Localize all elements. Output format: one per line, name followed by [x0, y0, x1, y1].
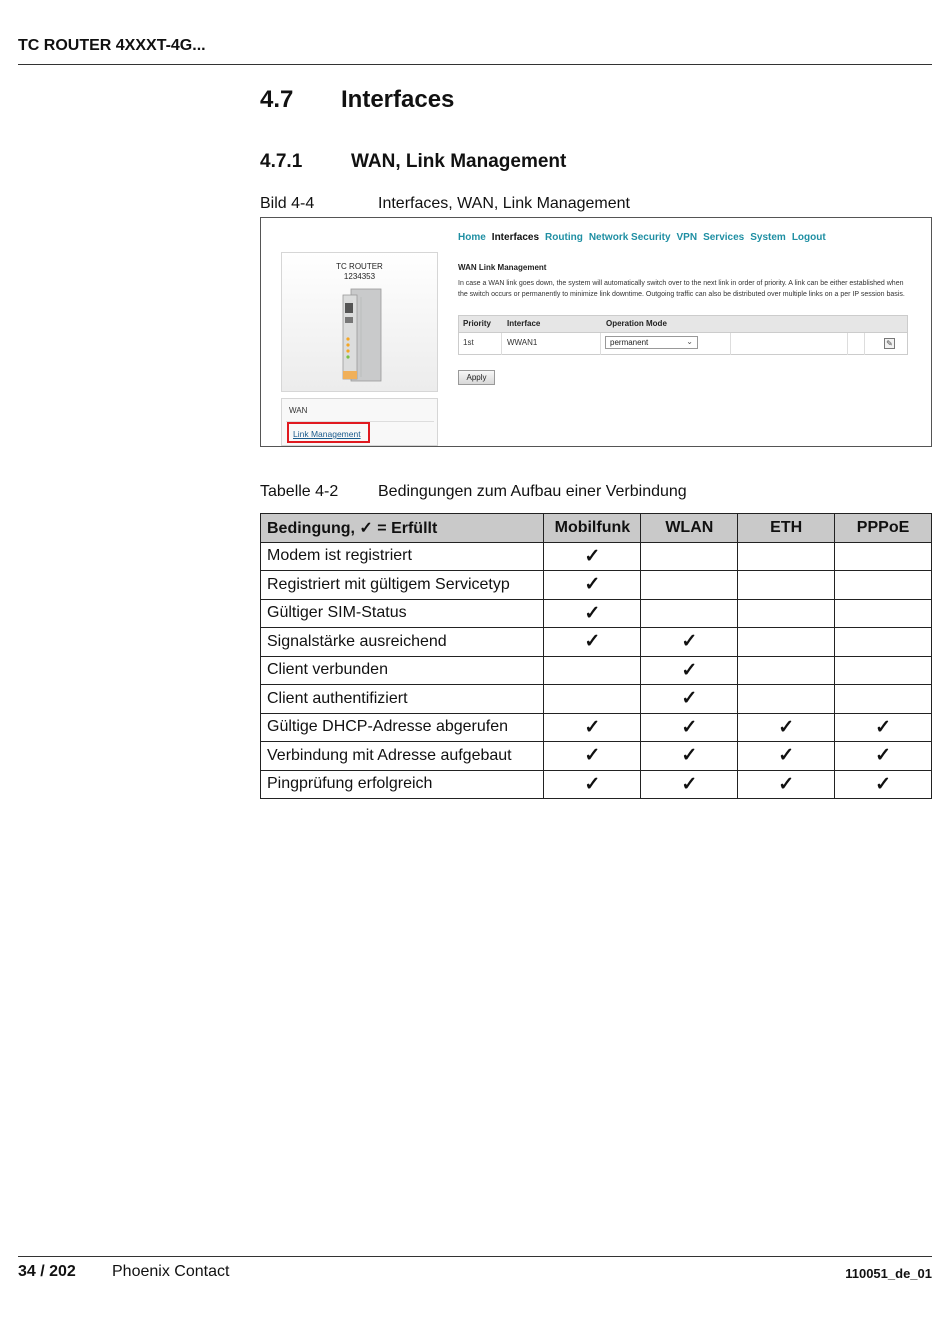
nav-interfaces[interactable]: Interfaces: [491, 232, 540, 243]
table-cell: [738, 628, 835, 657]
nav-routing[interactable]: Routing: [545, 232, 583, 243]
table-row: [261, 628, 932, 657]
table-column-separator: [864, 333, 865, 355]
company-name: Phoenix Contact: [112, 1263, 230, 1280]
sidebar-section-wan: WAN: [289, 406, 308, 415]
table-cell: [738, 656, 835, 685]
check-mark-icon: ✓: [738, 770, 835, 799]
top-navigation: [458, 232, 832, 243]
edit-icon[interactable]: ✎: [884, 338, 895, 349]
section-number: 4.7: [260, 86, 294, 113]
table-row: [261, 685, 932, 714]
priority-table: [458, 315, 908, 355]
column-interface: Interface: [507, 319, 541, 328]
footer-divider: [18, 1256, 932, 1257]
header-divider: [18, 64, 932, 65]
table-cell: [641, 571, 738, 600]
page-number: 34 / 202: [18, 1263, 76, 1280]
operation-mode-value: permanent: [610, 338, 649, 347]
table-cell: [835, 571, 932, 600]
sidebar-panel: [281, 398, 438, 446]
table-row: [261, 599, 932, 628]
table-column-separator: [600, 333, 601, 355]
condition-label: Verbindung mit Adresse aufgebaut: [261, 742, 544, 771]
router-device-image: [337, 287, 385, 387]
check-mark-icon: ✓: [641, 685, 738, 714]
check-mark-icon: ✓: [544, 713, 641, 742]
nav-system[interactable]: System: [750, 232, 786, 243]
nav-services[interactable]: Services: [703, 232, 745, 243]
row-interface: WWAN1: [507, 338, 538, 347]
table-cell: [738, 685, 835, 714]
header-mobilfunk: Mobilfunk: [544, 514, 641, 543]
table-cell: [835, 542, 932, 571]
condition-label: Gültige DHCP-Adresse abgerufen: [261, 713, 544, 742]
table-caption: Bedingungen zum Aufbau einer Verbindung: [378, 483, 687, 500]
table-column-separator: [501, 333, 502, 355]
check-mark-icon: ✓: [544, 742, 641, 771]
check-mark-icon: ✓: [835, 742, 932, 771]
condition-label: Modem ist registriert: [261, 542, 544, 571]
table-row: [261, 571, 932, 600]
subsection-number: 4.7.1: [260, 151, 303, 172]
condition-label: Pingprüfung erfolgreich: [261, 770, 544, 799]
header-eth: ETH: [738, 514, 835, 543]
table-row: [261, 770, 932, 799]
screenshot-figure: [260, 217, 932, 447]
table-cell: [835, 685, 932, 714]
check-mark-icon: ✓: [835, 770, 932, 799]
apply-button[interactable]: Apply: [458, 370, 495, 385]
condition-label: Signalstärke ausreichend: [261, 628, 544, 657]
check-mark-icon: ✓: [544, 542, 641, 571]
check-mark-icon: ✓: [641, 770, 738, 799]
check-mark-icon: ✓: [641, 656, 738, 685]
nav-logout[interactable]: Logout: [791, 232, 826, 243]
table-row: [261, 713, 932, 742]
condition-label: Registriert mit gültigem Servicetyp: [261, 571, 544, 600]
table-cell: [641, 542, 738, 571]
table-cell: [835, 599, 932, 628]
subsection-title: WAN, Link Management: [351, 151, 567, 172]
check-mark-icon: ✓: [544, 628, 641, 657]
table-cell: [641, 599, 738, 628]
condition-label: Client verbunden: [261, 656, 544, 685]
table-column-separator: [847, 333, 848, 355]
table-cell: [835, 628, 932, 657]
nav-vpn[interactable]: VPN: [676, 232, 698, 243]
check-mark-icon: ✓: [544, 770, 641, 799]
nav-home[interactable]: Home: [458, 232, 486, 243]
table-label: Tabelle 4-2: [260, 483, 339, 500]
column-operation-mode: Operation Mode: [606, 319, 667, 328]
figure-caption: Interfaces, WAN, Link Management: [378, 195, 630, 212]
check-mark-icon: ✓: [835, 713, 932, 742]
operation-mode-select[interactable]: [605, 336, 698, 349]
sidebar-link-management[interactable]: Link Management: [287, 422, 370, 443]
table-row: [261, 656, 932, 685]
table-cell: [738, 599, 835, 628]
row-priority: 1st: [463, 338, 474, 347]
check-mark-icon: ✓: [641, 713, 738, 742]
table-cell: [544, 685, 641, 714]
device-card: [281, 252, 438, 392]
conditions-table: [260, 513, 932, 799]
table-column-separator: [730, 333, 731, 355]
table-cell: [738, 571, 835, 600]
header-condition: Bedingung, ✓ = Erfüllt: [261, 514, 544, 543]
table-cell: [544, 656, 641, 685]
conditions-header-row: [261, 514, 932, 543]
condition-label: Client authentifiziert: [261, 685, 544, 714]
table-cell: [738, 542, 835, 571]
chevron-down-icon: ⌄: [686, 337, 693, 346]
document-id: 110051_de_01: [845, 1266, 932, 1281]
wan-link-description: In case a WAN link goes down, the system will automatically switch over to the next link in order of priority. A link can be either established when the switch occurs or permanently to minimize link downtime. Outgoing traffic can also be distributed over multiple links on a per IP session basis.: [458, 280, 905, 298]
nav-network-security[interactable]: Network Security: [588, 232, 671, 243]
header-wlan: WLAN: [641, 514, 738, 543]
table-row: [261, 742, 932, 771]
check-mark-icon: ✓: [738, 713, 835, 742]
check-mark-icon: ✓: [544, 571, 641, 600]
condition-label: Gültiger SIM-Status: [261, 599, 544, 628]
check-mark-icon: ✓: [641, 742, 738, 771]
table-row: [261, 542, 932, 571]
check-mark-icon: ✓: [738, 742, 835, 771]
column-priority: Priority: [463, 319, 492, 328]
figure-label: Bild 4-4: [260, 195, 315, 212]
check-mark-icon: ✓: [641, 628, 738, 657]
section-title: Interfaces: [341, 86, 455, 113]
device-name: TC ROUTER: [336, 262, 383, 271]
priority-table-header: [459, 316, 907, 333]
table-cell: [835, 656, 932, 685]
document-header-title: TC ROUTER 4XXXT-4G...: [18, 37, 206, 54]
device-serial: 1234353: [343, 272, 376, 281]
header-pppoe: PPPoE: [835, 514, 932, 543]
wan-link-management-heading: WAN Link Management: [458, 263, 547, 272]
check-mark-icon: ✓: [544, 599, 641, 628]
